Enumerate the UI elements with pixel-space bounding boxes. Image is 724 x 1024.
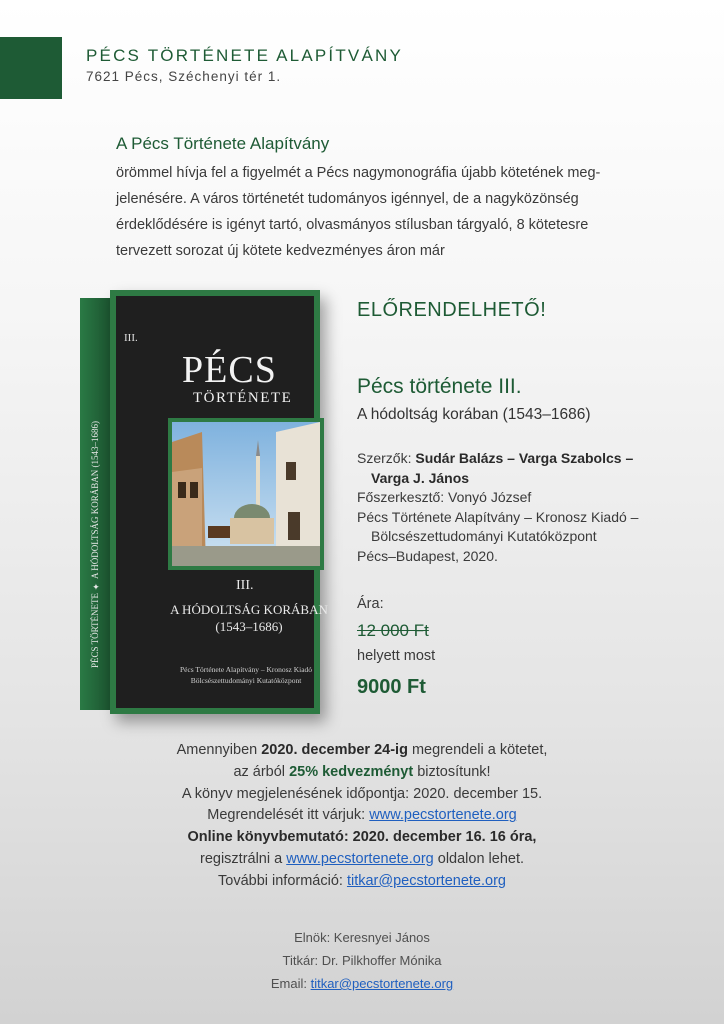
order-link[interactable]: www.pecstortenete.org (369, 807, 517, 824)
book-title-main: PÉCS (182, 349, 277, 391)
footer-email-link[interactable]: titkar@pecstortenete.org (310, 976, 454, 991)
discount-amount: 25% kedvezményt (289, 763, 414, 780)
footer-email-line (0, 972, 724, 995)
intro-line: jelenésére. A város történetét tudományos igénnyel, de a nagyközönség (116, 191, 579, 207)
text: regisztrálni a (199, 850, 283, 867)
book-subtitle-1: A HÓDOLTSÁG KORÁBAN (170, 602, 328, 617)
book-launch-text: Online könyvbemutató: 2020. december 16. 16 óra, (187, 829, 537, 846)
book-spine: PÉCS TÖRTÉNETE ✦ A HÓDOLTSÁG KORÁBAN (1543–1686) (80, 298, 114, 710)
org-name: PÉCS TÖRTÉNETE ALAPÍTVÁNY (86, 46, 404, 65)
order-line (0, 805, 724, 827)
footer (0, 926, 724, 995)
book-publisher (156, 664, 336, 686)
book-publisher-2: Bölcsészettudományi Kutatóközpont (190, 676, 302, 685)
president: Elnök: Keresnyei János (294, 930, 430, 945)
text: biztosítunk! (417, 763, 491, 780)
text: Megrendelését itt várjuk: (207, 807, 366, 824)
text: További információ: (218, 872, 343, 889)
text: megrendeli a kötetet, (411, 742, 548, 758)
discount-deadline-line (0, 740, 724, 762)
brand-green-block (0, 37, 62, 99)
more-info-line (0, 871, 724, 893)
secretary: Titkár: Dr. Pilkhoffer Mónika (282, 953, 442, 968)
text: Amennyiben (176, 742, 258, 758)
price-label: Ára: (357, 596, 384, 612)
book-cover (110, 290, 328, 714)
book-volume: III. (236, 578, 254, 593)
preorder-heading: ELŐRENDELHETŐ! (357, 299, 547, 321)
discount-line (0, 762, 724, 784)
book-meta (357, 449, 687, 566)
book-launch-line (0, 827, 724, 849)
place-year: Pécs–Budapest, 2020. (357, 547, 498, 564)
book-volume-mark: III. (124, 332, 138, 344)
book-cover-photo (168, 418, 324, 570)
book-image (80, 290, 328, 715)
publisher-line-1: Pécs Története Alapítvány – Kronosz Kiadó – (357, 508, 639, 525)
deadline-date: 2020. december 24-ig (261, 742, 408, 758)
authors-1: Sudár Balázs – Varga Szabolcs – (415, 450, 634, 466)
registration-line (0, 849, 724, 871)
intro-body (116, 160, 626, 264)
org-address: 7621 Pécs, Széchenyi tér 1. (86, 69, 282, 84)
registration-link[interactable]: www.pecstortenete.org (286, 850, 434, 867)
release-date-line: A könyv megjelenésének időpontja: 2020. december 15. (181, 785, 543, 802)
book-title: Pécs története III. (357, 375, 522, 398)
order-info (0, 740, 724, 893)
email-label: Email: (270, 976, 307, 991)
intro-line: tervezett sorozat új kötete kedvezményes áron már (116, 243, 445, 259)
intro-line: érdeklődésére is igényt tartó, olvasmányos stílusban tárgyaló, 8 kötetesre (116, 217, 589, 233)
publisher-line-2: Bölcsészettudományi Kutatóközpont (371, 528, 597, 544)
authors-2: Varga J. János (371, 469, 470, 486)
book-title-sub: TÖRTÉNETE (193, 390, 293, 406)
text: az árból (233, 763, 286, 780)
old-price: 12 000 Ft (357, 621, 429, 640)
new-price: 9000 Ft (357, 676, 426, 698)
intro-title: A Pécs Története Alapítvány (116, 134, 330, 153)
intro-line: örömmel hívja fel a figyelmét a Pécs nagymonográfia újabb kötetének meg- (116, 165, 601, 181)
book-subtitle (164, 601, 334, 635)
authors-line (357, 449, 687, 469)
instead-label: helyett most (357, 648, 436, 664)
editor-line: Főszerkesztő: Vonyó József (357, 489, 532, 505)
authors-label: Szerzők: (357, 450, 412, 466)
book-subtitle-2: (1543–1686) (215, 619, 283, 634)
book-subtitle-text: A hódoltság korában (1543–1686) (357, 406, 591, 423)
text: oldalon lehet. (437, 850, 525, 867)
info-email-link[interactable]: titkar@pecstortenete.org (346, 872, 506, 889)
book-publisher-1: Pécs Története Alapítvány – Kronosz Kiadó (179, 665, 313, 674)
authors-line-2 (357, 469, 687, 489)
